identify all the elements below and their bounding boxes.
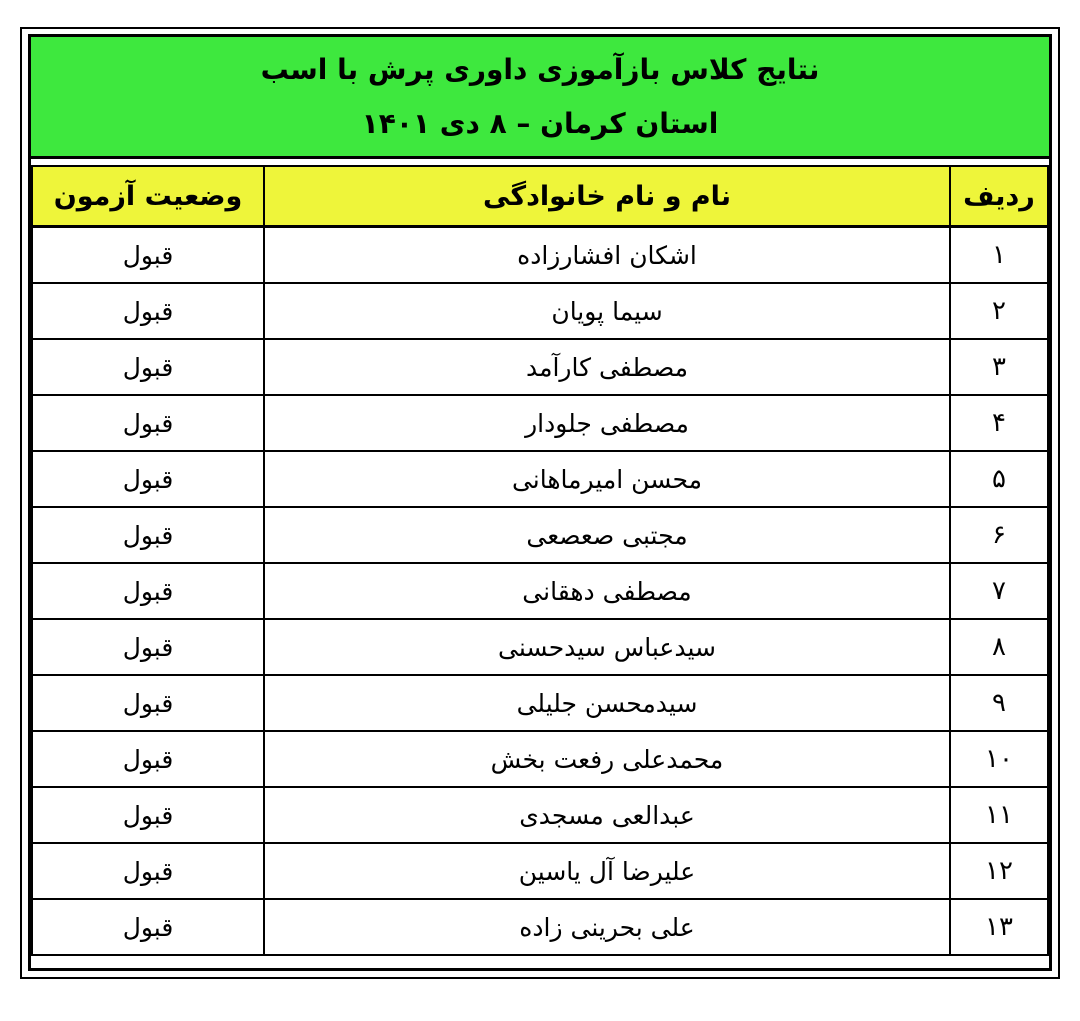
row-name-cell: اشکان افشارزاده [264, 227, 950, 284]
row-index-cell: ۱ [950, 227, 1048, 284]
row-status-cell: قبول [32, 843, 264, 899]
row-status-cell: قبول [32, 451, 264, 507]
results-document [28, 34, 1052, 971]
row-status-cell: قبول [32, 787, 264, 843]
row-index-cell: ۴ [950, 395, 1048, 451]
row-name-cell: مصطفی کارآمد [264, 339, 950, 395]
row-status-cell: قبول [32, 563, 264, 619]
results-table [31, 165, 1049, 956]
header-status: وضعیت آزمون [32, 166, 264, 227]
row-name-cell: محسن امیرماهانی [264, 451, 950, 507]
row-status-cell: قبول [32, 507, 264, 563]
row-index-cell: ۸ [950, 619, 1048, 675]
row-status-cell: قبول [32, 227, 264, 284]
row-status-cell: قبول [32, 731, 264, 787]
table-row [32, 395, 1048, 451]
header-row [32, 166, 1048, 227]
row-name-cell: مصطفی دهقانی [264, 563, 950, 619]
row-index-cell: ۷ [950, 563, 1048, 619]
header-name: نام و نام خانوادگی [264, 166, 950, 227]
title-line-1: نتایج کلاس بازآموزی داوری پرش با اسب [260, 53, 820, 86]
row-name-cell: علیرضا آل یاسین [264, 843, 950, 899]
row-index-cell: ۱۳ [950, 899, 1048, 955]
row-name-cell: سیما پویان [264, 283, 950, 339]
row-status-cell: قبول [32, 395, 264, 451]
table-row [32, 787, 1048, 843]
table-row [32, 899, 1048, 955]
row-index-cell: ۱۲ [950, 843, 1048, 899]
table-row [32, 675, 1048, 731]
table-row [32, 619, 1048, 675]
row-index-cell: ۱۱ [950, 787, 1048, 843]
row-name-cell: سیدعباس سیدحسنی [264, 619, 950, 675]
title-band [31, 37, 1049, 159]
table-row [32, 339, 1048, 395]
row-name-cell: محمدعلی رفعت بخش [264, 731, 950, 787]
row-name-cell: مصطفی جلودار [264, 395, 950, 451]
row-name-cell: عبدالعی مسجدی [264, 787, 950, 843]
row-index-cell: ۲ [950, 283, 1048, 339]
row-index-cell: ۱۰ [950, 731, 1048, 787]
table-row [32, 563, 1048, 619]
row-status-cell: قبول [32, 899, 264, 955]
table-row [32, 451, 1048, 507]
title-line-2: استان کرمان – ۸ دی ۱۴۰۱ [361, 107, 719, 140]
header-index: ردیف [950, 166, 1048, 227]
table-row [32, 227, 1048, 284]
row-name-cell: سیدمحسن جلیلی [264, 675, 950, 731]
row-index-cell: ۵ [950, 451, 1048, 507]
table-row [32, 843, 1048, 899]
row-status-cell: قبول [32, 675, 264, 731]
row-name-cell: مجتبی صعصعی [264, 507, 950, 563]
table-row [32, 283, 1048, 339]
table-row [32, 507, 1048, 563]
table-row [32, 731, 1048, 787]
row-index-cell: ۹ [950, 675, 1048, 731]
row-name-cell: علی بحرینی زاده [264, 899, 950, 955]
row-status-cell: قبول [32, 339, 264, 395]
row-index-cell: ۶ [950, 507, 1048, 563]
row-status-cell: قبول [32, 619, 264, 675]
row-status-cell: قبول [32, 283, 264, 339]
row-index-cell: ۳ [950, 339, 1048, 395]
